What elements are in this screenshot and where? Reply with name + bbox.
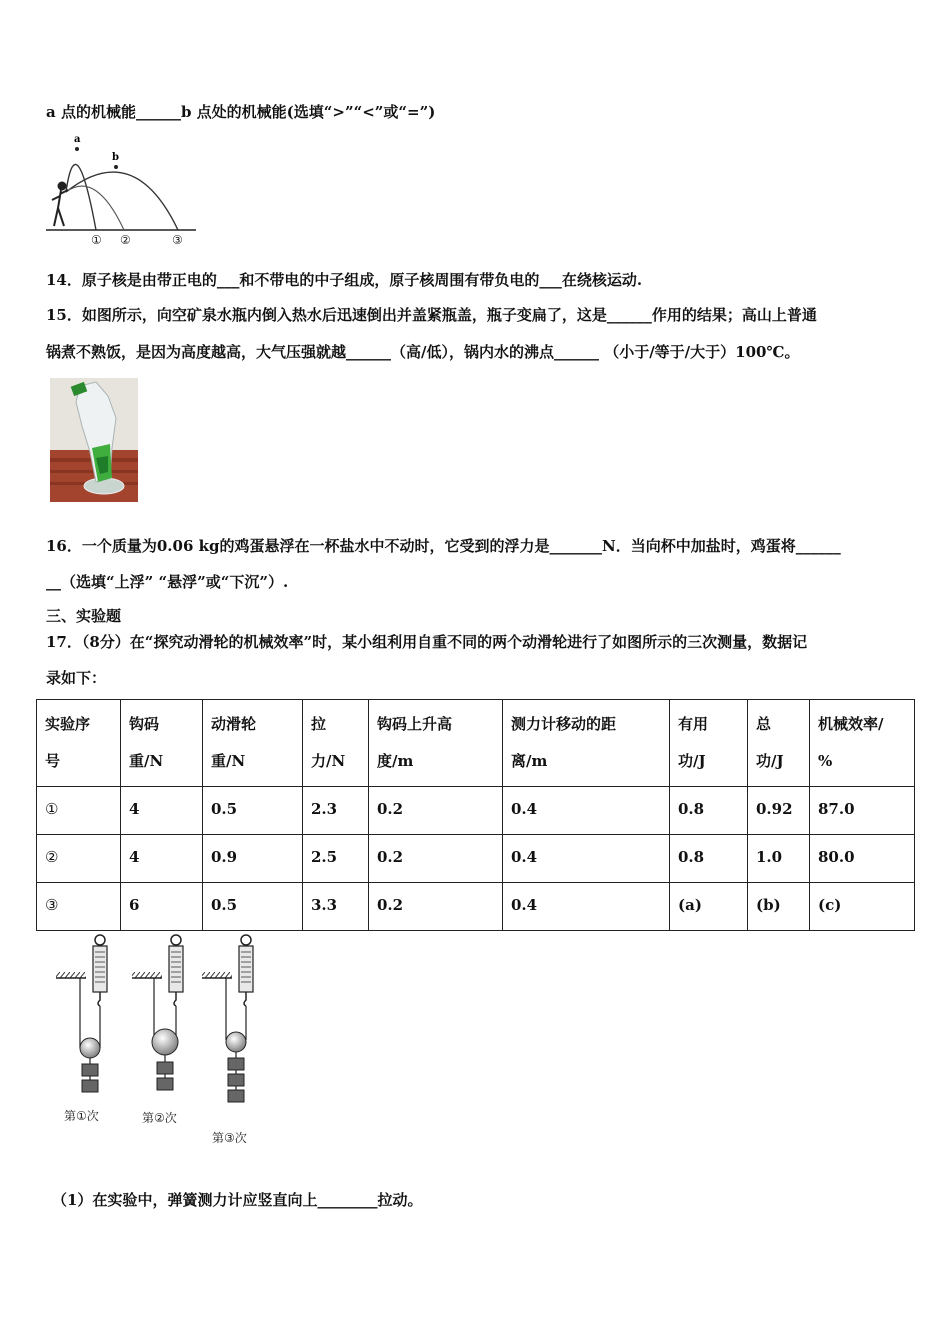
table-cell: ② (37, 835, 121, 883)
q13-text: a 点的机械能______b 点处的机械能(选填“>”“<”或“=”) (46, 103, 436, 121)
table-cell: ① (37, 787, 121, 835)
pulley-setup-2 (132, 935, 183, 1125)
trajectory-figure (44, 130, 200, 248)
table-cell: 1.0 (748, 835, 810, 883)
table-cell: 0.9 (203, 835, 303, 883)
table-cell: 80.0 (810, 835, 915, 883)
trajectory-b (66, 172, 178, 230)
q16-line2: __（选填“上浮” “悬浮”或“下沉”）. (46, 573, 289, 591)
thrower-figure (52, 183, 68, 227)
header-cell: 测力计移动的距 离/m (503, 700, 670, 787)
table-row (37, 883, 915, 931)
table-cell: (a) (670, 883, 748, 931)
table-cell: 0.5 (203, 787, 303, 835)
table-cell: 0.8 (670, 787, 748, 835)
q15-line2: 锅煮不熟饭，是因为高度越高，大气压强就越______（高/低），锅内水的沸点______ （小于/等于/大于）100℃。 (46, 343, 800, 361)
caption-1: 第①次 (64, 1109, 99, 1123)
header-cell: 有用 功/J (670, 700, 748, 787)
table-cell: 6 (121, 883, 203, 931)
label-b: b (112, 152, 119, 163)
q17-line1: 17．（8分）在“探究动滑轮的机械效率”时，某小组利用自重不同的两个动滑轮进行了如图所示的三次测量，数据记 (46, 633, 808, 651)
experiment-table (36, 699, 915, 931)
mark-3: ③ (172, 233, 183, 247)
table-cell: 0.8 (670, 835, 748, 883)
table-header-row (37, 700, 915, 787)
q17-line2: 录如下： (46, 669, 107, 687)
table-cell: 0.2 (369, 835, 503, 883)
header-cell: 实验序 号 (37, 700, 121, 787)
q14-text: 14．原子核是由带正电的___和不带电的中子组成，原子核周围有带负电的___在绕核运动. (46, 271, 643, 289)
table-cell: (b) (748, 883, 810, 931)
q17-sub1: （1）在实验中，弹簧测力计应竖直向上________拉动。 (52, 1191, 423, 1209)
header-cell: 动滑轮 重/N (203, 700, 303, 787)
caption-2: 第②次 (142, 1111, 177, 1125)
header-cell: 总 功/J (748, 700, 810, 787)
table-cell: 0.92 (748, 787, 810, 835)
header-cell: 钩码上升高 度/m (369, 700, 503, 787)
table-row (37, 835, 915, 883)
table-cell: 3.3 (303, 883, 369, 931)
table-cell: 4 (121, 835, 203, 883)
table-cell: 0.4 (503, 835, 670, 883)
pulley-setup-1 (56, 935, 107, 1123)
trajectory-a (66, 164, 96, 230)
table-row (37, 787, 915, 835)
table-cell: 0.2 (369, 787, 503, 835)
table-cell: ③ (37, 883, 121, 931)
pulley-figure (50, 930, 270, 1150)
pulley-setup-3 (202, 935, 253, 1145)
mark-1: ① (91, 233, 102, 247)
q16-line1: 16．一个质量为0.06 kg的鸡蛋悬浮在一杯盐水中不动时，它受到的浮力是_______N．当向杯中加盐时，鸡蛋将______ (46, 537, 841, 555)
section-title: 三、实验题 (46, 607, 122, 625)
q15-line1: 15．如图所示，向空矿泉水瓶内倒入热水后迅速倒出并盖紧瓶盖，瓶子变扁了，这是______作用的结果；高山上普通 (46, 306, 817, 324)
table-cell: 0.2 (369, 883, 503, 931)
table-cell: 2.5 (303, 835, 369, 883)
header-cell: 机械效率/ % (810, 700, 915, 787)
label-a: a (74, 134, 81, 145)
table-cell: 4 (121, 787, 203, 835)
table-cell: 87.0 (810, 787, 915, 835)
table-cell: 0.4 (503, 787, 670, 835)
table-cell: 2.3 (303, 787, 369, 835)
header-cell: 拉 力/N (303, 700, 369, 787)
mark-2: ② (120, 233, 131, 247)
table-cell: 0.4 (503, 883, 670, 931)
table-cell: 0.5 (203, 883, 303, 931)
table-cell: (c) (810, 883, 915, 931)
bottle-photo (50, 378, 138, 502)
caption-3: 第③次 (212, 1131, 247, 1145)
header-cell: 钩码 重/N (121, 700, 203, 787)
